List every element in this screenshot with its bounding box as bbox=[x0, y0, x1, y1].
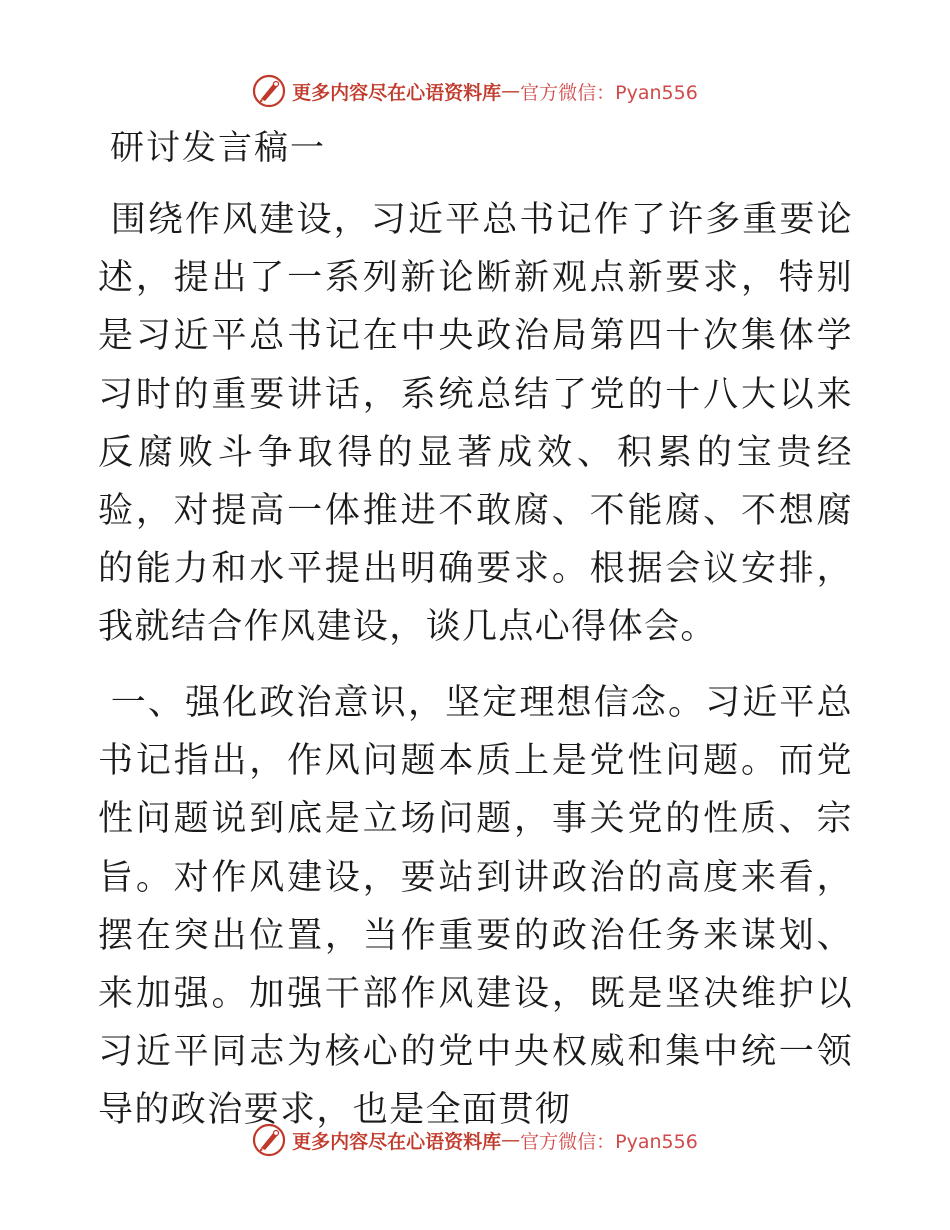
paragraph-intro bbox=[98, 191, 853, 657]
paragraph-section-one bbox=[98, 674, 853, 1140]
watermark-dash: — bbox=[501, 1129, 521, 1151]
watermark-main-text: 更多内容尽在心语资料库 bbox=[292, 1130, 502, 1153]
header-watermark bbox=[0, 71, 950, 111]
watermark-dash: — bbox=[501, 80, 521, 102]
paragraph-section-one-text: 一、强化政治意识，坚定理想信念。习近平总书记指出，作风问题本质上是党性问题。而党性问题说到底是立场问题，事关党的性质、宗旨。对作风建设，要站到讲政治的高度来看，摆在突出位置，当作重要的政治任务来谋划、来加强。加强干部作风建设，既是坚决维护以习近平同志为核心的党中央权威和集中统一领导的政治要求，也是全面贯彻 bbox=[98, 683, 853, 1131]
document-title: 研讨发言稿一 bbox=[110, 128, 326, 168]
quill-pen-logo-icon bbox=[252, 1123, 286, 1157]
quill-pen-logo-icon bbox=[252, 74, 286, 108]
paragraph-intro-text: 围绕作风建设，习近平总书记作了许多重要论述，提出了一系列新论断新观点新要求，特别是习近平总书记在中央政治局第四十次集体学习时的重要讲话，系统总结了党的十八大以来反腐败斗争取得的显著成效、积累的宝贵经验，对提高一体推进不敢腐、不能腐、不想腐的能力和水平提出明确要求。根据会议安排，我就结合作风建设，谈几点心得体会。 bbox=[98, 200, 853, 648]
watermark-main-text: 更多内容尽在心语资料库 bbox=[292, 81, 502, 104]
footer-watermark bbox=[0, 1120, 950, 1160]
watermark-handle-text: 官方微信：Pyan556 bbox=[520, 81, 698, 104]
watermark-handle-text: 官方微信：Pyan556 bbox=[520, 1130, 698, 1153]
